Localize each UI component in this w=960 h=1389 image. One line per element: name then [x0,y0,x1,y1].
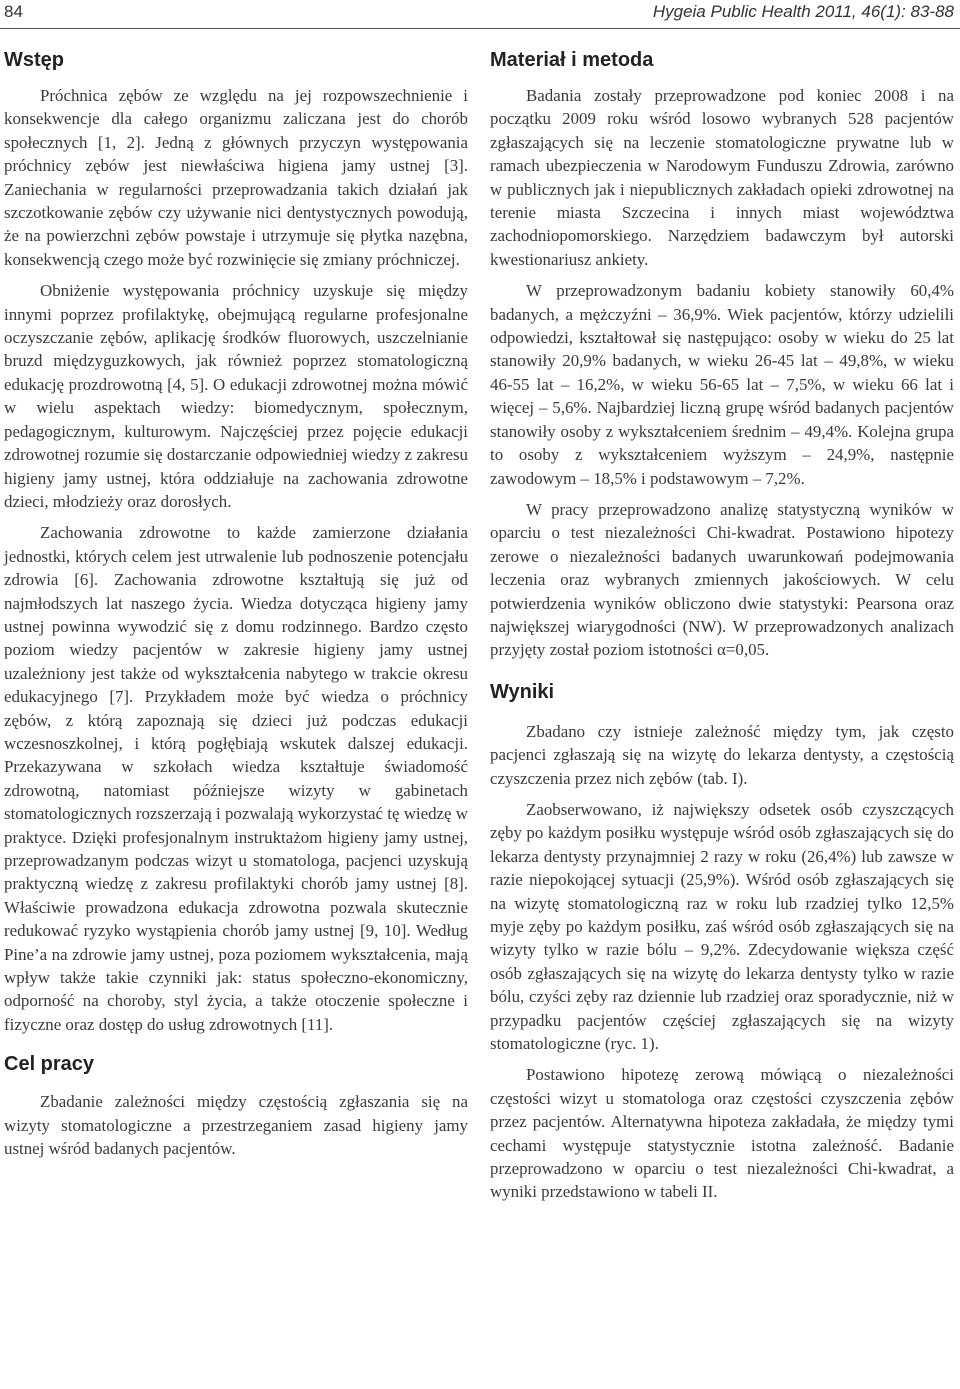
wstep-paragraph-2: Obniżenie występowania próchnicy uzyskuje się między innymi poprzez profilaktykę, obejmującą regularne profesjonalne oczyszczanie zębów, aplikację środków fluorowych, uszczelnianie bruzd międzyguzkowych, jak również poprzez stomatologiczną edukację prozdrowotną [4, 5]. O edukacji zdrowotnej można mówić w wielu aspektach wiedzy: biomedycznym, społecznym, pedagogicznym, kulturowym. Najczęściej przez pojęcie edukacji zdrowotnej rozumie się dostarczanie odpowiedniej wiedzy z zakresu higieny jamy ustnej, która oddziałuje na zachowania zdrowotne dzieci, młodzieży oraz dorosłych. [4,281,468,511]
material-paragraph-1: Badania zostały przeprowadzone pod koniec 2008 i na początku 2009 roku wśród losowo wybranych 528 pacjentów zgłaszających się na leczenie stomatologiczne prywatne lub w ramach ubezpieczenia w Narodowym Funduszu Zdrowia, zarówno w publicznych jak i niepublicznych zakładach opieki zdrowotnej na terenie miasta Szczecina i innych miast województwa zachodniopomorskiego. Narzędziem badawczym był autorski kwestionariusz ankiety. [490,86,954,269]
page-number: 84 [4,2,23,21]
section-title-cel-pracy: Cel pracy [4,1053,95,1076]
wstep-paragraph-1: Próchnica zębów ze względu na jej rozpowszechnienie i konsekwencje dla całego organizmu zaliczana jest do chorób społecznych [1, 2]. Jedną z głównych przyczyn występowania próchnicy zębów jest niewłaściwa higiena jamy ustnej [3]. Zaniechania w regularności przeprowadzania takich działań jak szczotkowanie zębów czy używanie nici dentystycznych powodują, że na powierzchni zębów powstaje i utrzymuje się płytka nazębna, konsekwencją czego może być rozwinięcie się zmiany próchniczej. [4,86,468,269]
section-title-wstep: Wstęp [4,49,64,71]
material-paragraph-3: W pracy przeprowadzono analizę statystyczną wyników w oparciu o test niezależności Chi-kwadrat. Postawiono hipotezy zerowe o niezależności badanych uwarunkowań podejmowania leczenia oraz wybranych zmiennych jakościowych. W celu potwierdzenia wyników obliczono dwie statystyki: Pearsona oraz największej wiarygodności (NW). W przeprowadzonych analizach przyjęty został poziom istotności α=0,05. [490,499,954,660]
journal-reference: Hygeia Public Health 2011, 46(1): 83-88 [652,2,954,21]
left-column [4,40,468,1168]
wyniki-paragraph-3: Postawiono hipotezę zerową mówiącą o niezależności częstości wizyt u stomatologa oraz częstości czyszczenia zębów przez pacjentów. Alternatywna hipoteza zakładała, że między tymi cechami występuje statystycznie istotna zależność. Badanie przeprowadzono w oparciu o test niezależności Chi-kwadrat, a wyniki przedstawiono w tabeli II. [490,1065,954,1202]
right-column [490,40,954,1212]
cel-paragraph: Zbadanie zależności między częstością zgłaszania się na wizyty stomatologiczne a przestrzeganiem zasad higieny jamy ustnej wśród badanych pacjentów. [4,1092,468,1159]
wstep-paragraph-3: Zachowania zdrowotne to każde zamierzone działania jednostki, których celem jest utrwalenie lub podnoszenie potencjału zdrowia [6]. Zachowania zdrowotne kształtują się już od najmłodszych lat naszego życia. Wiedza dotycząca higieny jamy ustnej powinna wywodzić się z domu rodzinnego. Bardzo często poziom wiedzy pacjentów w zakresie higieny jamy ustnej uzależniony jest także od wykształcenia nabytego w trakcie okresu edukacyjnego [7]. Przykładem może być wiedza o próchnicy zębów, z którą zapoznają się dzieci już podczas edukacji wczesnoszkolnej, i którą pogłębiają wskutek dalszej edukacji. Przekazywana w szkołach wiedza kształtuje świadomość zdrowotną, natomiast późniejsze wizyty w gabinetach stomatologicznych rozszerzają i pozwalają wykorzystać tę wiedzę w praktyce. Dzięki profesjonalnym instruktażom higieny jamy ustnej, przeprowadzanym podczas wizyt u stomatologa, pacjenci uzyskują praktyczną wiedzę z zakresu profilaktyki chorób jamy ustnej [8]. Właściwie prowadzona edukacja zdrowotna pozwala skutecznie redukować ryzyko wystąpienia chorób jamy ustnej [9, 10]. Według Pine’a na zdrowie jamy ustnej, poza poziomem wykształcenia, mają wpływ także takie czynniki jak: status społeczno-ekonomiczny, odporność na choroby, styl życia, a także otoczenie społeczne i fizyczne oraz dostęp do usług zdrowotnych [11]. [4,523,468,1034]
running-header [0,0,960,29]
wyniki-paragraph-2: Zaobserwowano, iż największy odsetek osób czyszczących zęby po każdym posiłku występuje wśród osób zgłaszających się do lekarza dentysty przynajmniej 2 razy w roku (26,4%) lub zawsze w razie niepokojącej sytuacji (25,9%). Wśród osób zgłaszających się na wizytę stomatologiczną raz w roku lub rzadziej tylko 12,5% myje zęby po każdym posiłku, zaś wśród osób zgłaszających się na wizyty tylko w razie bólu – 9,2%. Zdecydowanie większa część osób zgłaszających się na wizytę do lekarza dentysty tylko w razie bólu, czyści zęby raz dziennie lub rzadziej oraz sporadycznie, niż w przypadku pacjentów częściej zgłaszających się na wizyty stomatologiczne (ryc. 1). [490,799,954,1054]
section-title-wyniki: Wyniki [490,680,555,703]
section-title-material-i-metoda: Materiał i metoda [490,49,654,71]
material-paragraph-2: W przeprowadzonym badaniu kobiety stanowiły 60,4% badanych, a mężczyźni – 36,9%. Wiek pacjentów, którzy udzielili odpowiedzi, kształtował się następująco: osoby w wieku do 25 lat stanowiły 20,9% badanych, w wieku 26-45 lat – 49,8%, w wieku 46-55 lat – 16,2%, w wieku 56-65 lat – 7,5%, w wieku 66 lat i więcej – 5,6%. Najbardziej liczną grupę wśród badanych pacjentów stanowiły osoby z wykształceniem średnim – 49,4%. Kolejna grupa to osoby z wykształceniem wyższym – 24,9%, następnie zawodowym – 18,5% i podstawowym – 7,2%. [490,281,954,488]
wyniki-paragraph-1: Zbadano czy istnieje zależność między tym, jak często pacjenci zgłaszają się na wizytę do lekarza dentysty, a częstością czyszczenia przez nich zębów (tab. I). [490,721,954,788]
